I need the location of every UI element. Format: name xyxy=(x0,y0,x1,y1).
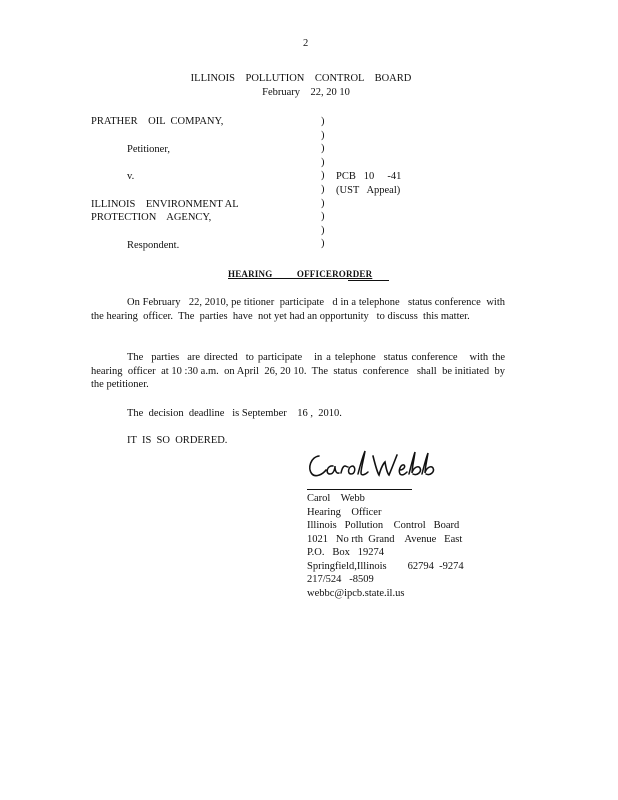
signer-organization: Illinois Pollution Control Board xyxy=(307,520,460,531)
signer-street-address: 1021 No rth Grand Avenue East xyxy=(307,533,463,545)
signer-title: Hearing Officer xyxy=(307,506,382,518)
signature-block xyxy=(307,492,464,600)
paren: ) xyxy=(321,197,325,209)
signer-name: Carol Webb xyxy=(307,493,365,504)
case-type: (UST Appeal) xyxy=(336,185,401,196)
petitioner-role: Petitioner, xyxy=(127,144,171,155)
paren: ) xyxy=(321,238,325,250)
title-underline-extension xyxy=(348,280,389,281)
paren: ) xyxy=(321,183,325,195)
paren: ) xyxy=(321,129,325,141)
order-title: HEARING OFFICERORDER xyxy=(228,269,373,279)
signer-email: webbc@ipcb.state.il.us xyxy=(307,587,405,599)
handwritten-signature xyxy=(305,446,440,486)
paragraph-3: The decision deadline is September 16 , 2010. xyxy=(127,408,342,419)
paren: ) xyxy=(321,156,325,168)
order-date: February 22, 20 10 xyxy=(262,87,350,98)
paren: ) xyxy=(321,224,325,236)
respondent-name-line1: ILLINOIS ENVIRONMENT AL xyxy=(91,199,239,210)
paragraph-2: The parties are directed to participate in a telephone status conference with the hearing officer at 10 :30 a.m. on April 26, 20 10. The status conference shall be initiated by the petitioner. xyxy=(91,352,508,390)
paragraph-4: IT IS SO ORDERED. xyxy=(127,435,228,446)
board-name: ILLINOIS POLLUTION CONTROL BOARD xyxy=(190,73,412,84)
case-number: PCB 10 -41 xyxy=(336,171,402,182)
signer-po-box: P.O. Box 19274 xyxy=(307,547,385,558)
respondent-role: Respondent. xyxy=(127,240,180,251)
versus-label: v. xyxy=(127,171,135,182)
caption-parens xyxy=(321,115,329,251)
paren: ) xyxy=(321,170,325,182)
paragraph-1: On February 22, 2010, pe titioner participate d in a telephone status conference with the hearing officer. The parties have not yet had an opportunity to discuss this matter. xyxy=(91,297,508,322)
respondent-name-line2: PROTECTION AGENCY, xyxy=(91,212,212,223)
signature-line xyxy=(307,489,412,490)
paren: ) xyxy=(321,116,325,127)
petitioner-name: PRATHER OIL COMPANY, xyxy=(91,116,224,127)
page-number: 2 xyxy=(303,38,309,49)
paren: ) xyxy=(321,211,325,223)
paren: ) xyxy=(321,143,325,155)
signer-city-state-zip: Springfield,Illinois 62794 -9274 xyxy=(307,560,464,572)
signer-phone: 217/524 -8509 xyxy=(307,574,374,585)
